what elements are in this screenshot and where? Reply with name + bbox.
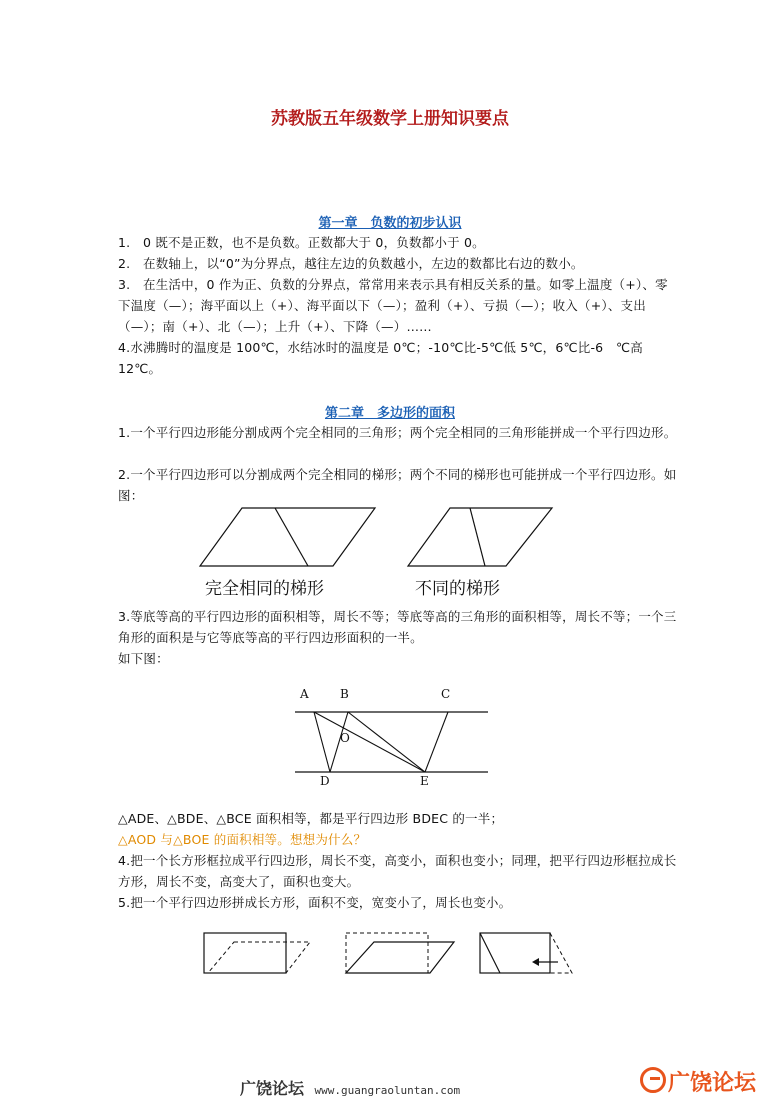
rect-1 <box>204 933 286 973</box>
area-note: △ADE、△BDE、△BCE 面积相等，都是平行四边形 BDEC 的一半； <box>118 811 504 826</box>
area-question: △AOD 与△BOE 的面积相等。想想为什么？ <box>118 832 367 847</box>
caption-different-trapezoids: 不同的梯形 <box>415 579 500 599</box>
segment-ae <box>314 712 425 772</box>
document-title: 苏教版五年级数学上册知识要点 <box>271 109 509 129</box>
caption-same-trapezoids: 完全相同的梯形 <box>205 579 324 599</box>
dashed-triangle-3 <box>550 933 572 973</box>
split-line-right <box>470 508 485 566</box>
chapter2-heading: 第二章 多边形的面积 <box>324 406 455 421</box>
parallelogram-2 <box>346 942 454 973</box>
label-o: O <box>340 731 350 745</box>
transform-figure <box>200 928 580 978</box>
segment-ad <box>314 712 330 772</box>
logo-icon <box>640 1067 666 1093</box>
label-d: D <box>320 774 330 788</box>
label-a: A <box>300 687 309 701</box>
ch1-item-1: 1. 0 既不是正数，也不是负数。正数都大于 0，负数都小于 0。 <box>118 235 485 250</box>
ch2-item-3: 3.等底等高的平行四边形的面积相等，周长不等；等底等高的三角形的面积相等，周长不等；一个三角形的面积是与它等底等高的平行四边形面积的一半。 <box>118 609 677 645</box>
cut-line-3 <box>480 933 500 973</box>
logo-text: 广饶论坛 <box>668 1071 757 1096</box>
trapezoid-figure <box>200 505 560 570</box>
footer-url[interactable]: www.guangraoluntan.com <box>314 1084 461 1097</box>
footer <box>240 1076 460 1099</box>
chapter1-heading: 第一章 负数的初步认识 <box>318 216 462 231</box>
ch2-item-1: 1.一个平行四边形能分割成两个完全相同的三角形；两个完全相同的三角形能拼成一个平行四边形。 <box>118 425 677 440</box>
ch2-item-2: 2.一个平行四边形可以分割成两个完全相同的梯形；两个不同的梯形也可能拼成一个平行四边形。如图： <box>118 467 677 503</box>
dashed-parallelogram-1 <box>208 942 310 973</box>
footer-brand: 广饶论坛 <box>240 1079 305 1098</box>
ch1-item-3: 3. 在生活中，0 作为正、负数的分界点，常常用来表示具有相反关系的量。如零上温度（+）、零下温度（—）；海平面以上（+）、海平面以下（—）；盈利（+）、亏损（—）；收入（+）、支出（—）；南（+）、北（—）；上升（+）、下降（—）…… <box>118 277 668 334</box>
dashed-rect-2 <box>346 933 428 973</box>
label-c: C <box>441 687 451 701</box>
ch1-item-2: 2. 在数轴上，以“0”为分界点，越往左边的负数越小，左边的数都比右边的数小。 <box>118 256 584 271</box>
ch2-item-4: 4.把一个长方形框拉成平行四边形，周长不变，高变小，面积也变小；同理，把平行四边形框拉成长方形，周长不变，高变大了，面积也变大。 <box>118 853 677 889</box>
ch2-item-5: 5.把一个平行四边形拼成长方形，面积不变，宽变小了，周长也变小。 <box>118 895 512 910</box>
label-e: E <box>420 774 429 788</box>
segment-ce <box>425 712 448 772</box>
see-below-label: 如下图： <box>118 651 169 666</box>
parallelogram-right <box>408 508 552 566</box>
ch1-item-4: 4.水沸腾时的温度是 100℃，水结冰时的温度是 0℃；-10℃比-5℃低 5℃，6℃比-6 ℃高 12℃。 <box>118 340 643 376</box>
triangle-figure <box>290 684 490 789</box>
site-logo <box>640 1066 756 1097</box>
label-b: B <box>340 687 349 701</box>
parallelogram-left <box>200 508 375 566</box>
segment-be <box>348 712 425 772</box>
split-line-left <box>275 508 308 566</box>
arrow-head-icon <box>532 958 539 966</box>
